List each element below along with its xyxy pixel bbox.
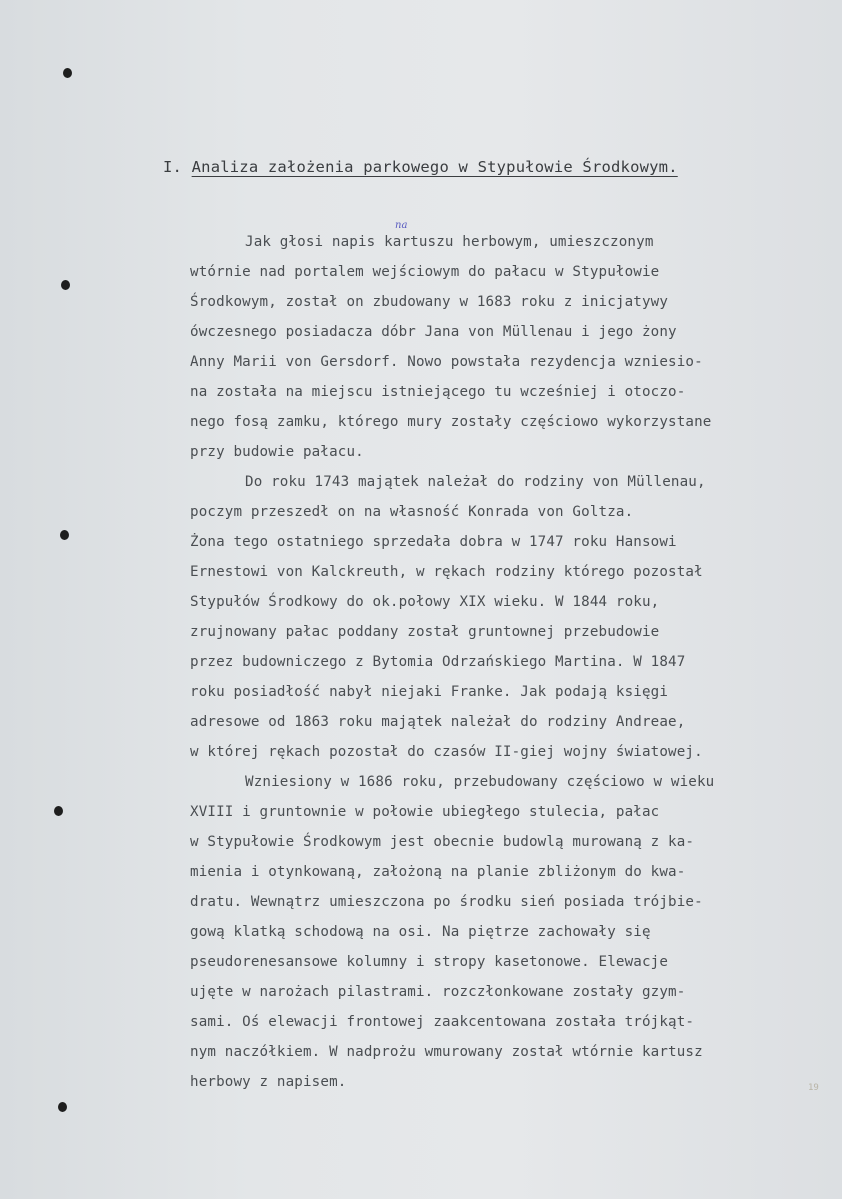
document-title <box>163 158 678 176</box>
text-line: zrujnowany pałac poddany został gruntownej przebudowie <box>190 624 660 640</box>
text-line: nym naczółkiem. W nadprożu wmurowany został wtórnie kartusz <box>190 1044 703 1060</box>
text-line: sami. Oś elewacji frontowej zaakcentowana została trójkąt- <box>190 1014 695 1030</box>
document-body <box>190 227 820 1097</box>
text-line: Stypułów Środkowy do ok.połowy XIX wieku. W 1844 roku, <box>190 594 660 610</box>
text-line: roku posiadłość nabył niejaki Franke. Jak podają księgi <box>190 684 669 700</box>
text-line: przy budowie pałacu. <box>190 444 364 460</box>
text-line: na została na miejscu istniejącego tu wcześniej i otoczo- <box>190 384 686 400</box>
text-line: mienia i otynkowaną, założoną na planie zbliżonym do kwa- <box>190 864 686 880</box>
text-line: Ernestowi von Kalckreuth, w rękach rodziny którego pozostał <box>190 564 703 580</box>
text-line: nego fosą zamku, którego mury zostały częściowo wykorzystane <box>190 414 712 430</box>
text-line: pseudorenesansowe kolumny i stropy kasetonowe. Elewacje <box>190 954 669 970</box>
text-line: Środkowym, został on zbudowany w 1683 roku z inicjatywy <box>190 294 669 310</box>
text-line: Do roku 1743 majątek należał do rodziny von Müllenau, <box>245 474 706 490</box>
text-line: w Stypułowie Środkowym jest obecnie budowlą murowaną z ka- <box>190 834 695 850</box>
text-line: ujęte w narożach pilastrami. rozczłonkowane zostały gzym- <box>190 984 686 1000</box>
text-line: Żona tego ostatniego sprzedała dobra w 1747 roku Hansowi <box>190 534 677 550</box>
title-number: I. <box>163 158 183 176</box>
text-line: w której rękach pozostał do czasów II-giej wojny światowej. <box>190 744 703 760</box>
text-line: Jak głosi napis kartuszu herbowym, umieszczonym <box>245 234 654 250</box>
text-line: herbowy z napisem. <box>190 1074 347 1090</box>
margin-mark: 19 <box>808 1083 819 1093</box>
punch-hole <box>61 280 70 290</box>
text-line: gową klatką schodową na osi. Na piętrze zachowały się <box>190 924 651 940</box>
text-line: przez budowniczego z Bytomia Odrzańskiego Martina. W 1847 <box>190 654 686 670</box>
text-line: poczym przeszedł on na własność Konrada von Goltza. <box>190 504 634 520</box>
handwritten-annotation: na <box>395 220 408 231</box>
text-line: Anny Marii von Gersdorf. Nowo powstała rezydencja wzniesio- <box>190 354 703 370</box>
punch-hole <box>58 1102 67 1112</box>
text-line: XVIII i gruntownie w połowie ubiegłego stulecia, pałac <box>190 804 660 820</box>
title-text: Analiza założenia parkowego w Stypułowie Środkowym. <box>191 158 678 176</box>
punch-hole <box>63 68 72 78</box>
text-line: dratu. Wewnątrz umieszczona po środku sień posiada trójbie- <box>190 894 703 910</box>
text-line: Wzniesiony w 1686 roku, przebudowany częściowo w wieku <box>245 774 715 790</box>
text-line: adresowe od 1863 roku majątek należał do rodziny Andreae, <box>190 714 686 730</box>
punch-hole <box>54 806 63 816</box>
text-line: ówczesnego posiadacza dóbr Jana von Müllenau i jego żony <box>190 324 677 340</box>
text-line: wtórnie nad portalem wejściowym do pałacu w Stypułowie <box>190 264 660 280</box>
punch-hole <box>60 530 69 540</box>
